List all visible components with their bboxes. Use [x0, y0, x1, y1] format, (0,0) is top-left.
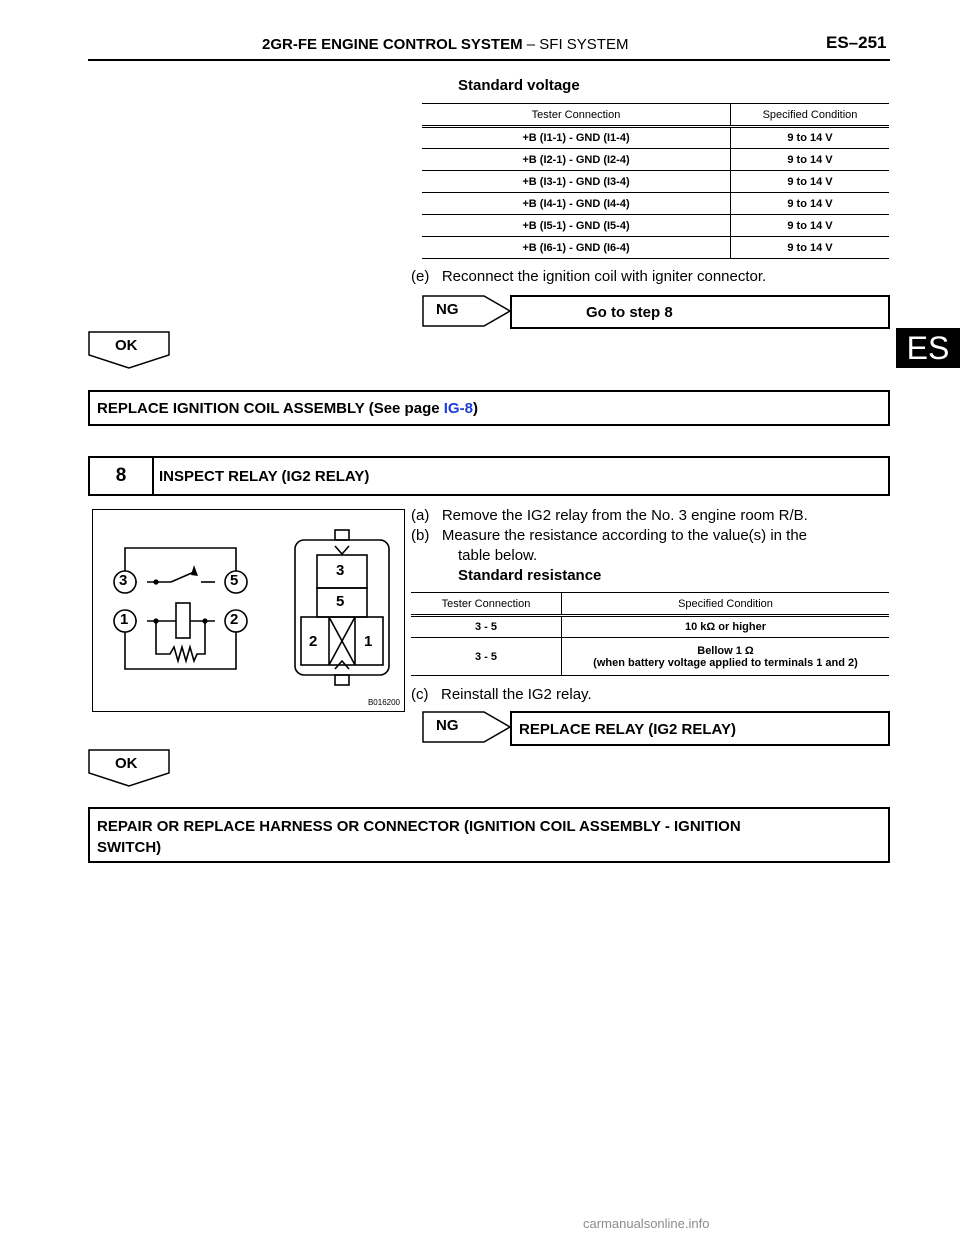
standard-voltage-heading: Standard voltage — [458, 77, 580, 94]
table-cell: 9 to 14 V — [731, 171, 890, 193]
system-name: 2GR-FE ENGINE CONTROL SYSTEM — [262, 36, 523, 53]
ng-label: NG — [436, 717, 459, 734]
repair-harness-box — [88, 807, 890, 863]
header-divider — [88, 59, 890, 61]
table-cell: +B (I4-1) - GND (I4-4) — [422, 193, 731, 215]
table-cell: +B (I3-1) - GND (I3-4) — [422, 171, 731, 193]
table-row — [422, 237, 889, 259]
replace-coil-text: REPLACE IGNITION COIL ASSEMBLY (See page IG-8) — [97, 400, 478, 417]
table-cell: 9 to 14 V — [731, 237, 890, 259]
connector-terminal-label: 2 — [309, 633, 318, 650]
table-cell: +B (I6-1) - GND (I6-4) — [422, 237, 731, 259]
standard-resistance-heading: Standard resistance — [458, 567, 602, 584]
table-cell: 3 - 5 — [411, 638, 562, 676]
table-row — [422, 127, 889, 149]
table-cell: +B (I2-1) - GND (I2-4) — [422, 149, 731, 171]
ig-8-link[interactable]: IG-8 — [443, 400, 473, 417]
table-row — [422, 171, 889, 193]
page-number: ES–251 — [826, 33, 887, 52]
table-cell: +B (I1-1) - GND (I1-4) — [422, 127, 731, 149]
header-separator: – — [526, 36, 536, 53]
table-row — [422, 149, 889, 171]
ok-label: OK — [115, 755, 138, 772]
subsystem-name: SFI SYSTEM — [539, 36, 629, 53]
relay-schematic-icon — [93, 510, 404, 711]
watermark: carmanualsonline.info — [583, 1216, 710, 1231]
ok-callout — [88, 331, 170, 369]
step-e-text: (e) Reconnect the ignition coil with igniter connector. — [411, 268, 767, 285]
ng-callout — [422, 295, 512, 327]
table-row — [422, 193, 889, 215]
resistance-table — [411, 592, 889, 676]
table-cell: 9 to 14 V — [731, 215, 890, 237]
step-b-text-continued: table below. — [458, 547, 538, 564]
replace-ignition-coil-box — [88, 390, 890, 426]
terminal-label: 3 — [119, 572, 128, 589]
step-c-text: (c) Reinstall the IG2 relay. — [411, 686, 592, 703]
connector-terminal-label: 1 — [364, 633, 373, 650]
column-header: Specified Condition — [731, 104, 890, 127]
table-cell: 9 to 14 V — [731, 127, 890, 149]
column-header: Specified Condition — [562, 593, 890, 616]
terminal-label: 1 — [120, 611, 129, 628]
step-title: INSPECT RELAY (IG2 RELAY) — [159, 468, 370, 485]
step-number: 8 — [90, 458, 154, 494]
table-cell: Bellow 1 Ω (when battery voltage applied to terminals 1 and 2) — [562, 638, 890, 676]
ng-label: NG — [436, 301, 459, 318]
connector-terminal-label: 3 — [336, 562, 345, 579]
table-cell: 9 to 14 V — [731, 149, 890, 171]
table-cell: 3 - 5 — [411, 616, 562, 638]
table-cell: +B (I5-1) - GND (I5-4) — [422, 215, 731, 237]
step-8-box — [88, 456, 890, 496]
column-header: Tester Connection — [422, 104, 731, 127]
step-a-text: (a) Remove the IG2 relay from the No. 3 engine room R/B. — [411, 507, 808, 524]
figure-id: B016200 — [367, 698, 400, 707]
replace-relay-label[interactable]: REPLACE RELAY (IG2 RELAY) — [519, 721, 736, 738]
replace-relay-box[interactable] — [510, 711, 890, 746]
voltage-table — [422, 103, 889, 259]
table-cell: 10 kΩ or higher — [562, 616, 890, 638]
go-to-step-8-box[interactable] — [510, 295, 890, 329]
table-row — [411, 638, 889, 676]
table-cell: 9 to 14 V — [731, 193, 890, 215]
page-header-title — [262, 36, 628, 53]
step-b-text: (b) Measure the resistance according to the value(s) in the — [411, 527, 808, 544]
relay-diagram — [92, 509, 405, 712]
table-row — [411, 616, 889, 638]
go-to-step-8-label[interactable]: Go to step 8 — [586, 304, 673, 321]
ok-label: OK — [115, 337, 138, 354]
terminal-label: 2 — [230, 611, 239, 628]
repair-text: REPAIR OR REPLACE HARNESS OR CONNECTOR (IGNITION COIL ASSEMBLY - IGNITION SWITCH) — [97, 818, 741, 856]
column-header: Tester Connection — [411, 593, 562, 616]
ok-callout — [88, 749, 170, 787]
section-tab[interactable]: ES — [896, 328, 960, 368]
terminal-label: 5 — [230, 572, 239, 589]
connector-terminal-label: 5 — [336, 593, 345, 610]
ng-callout — [422, 711, 512, 743]
table-row — [422, 215, 889, 237]
